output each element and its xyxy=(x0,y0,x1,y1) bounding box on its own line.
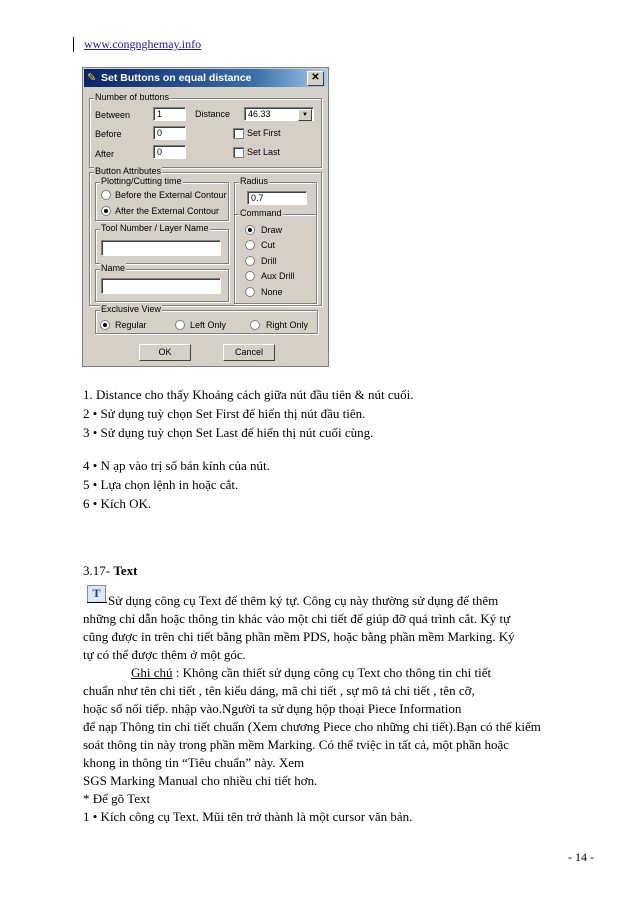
step-5: 5 • Lựa chọn lệnh in hoặc cắt. xyxy=(83,477,239,492)
set-last-label: Set Last xyxy=(247,147,281,157)
paragraph-line-3: cũng được in trên chi tiết bằng phần mềm PDS, hoặc bằng phần mềm Marking. Ký xyxy=(83,629,515,644)
icon-underline xyxy=(87,602,107,603)
close-icon[interactable]: ✕ xyxy=(307,71,324,86)
note-line: khong in thông tin “Tiêu chuẩn” này. Xem xyxy=(83,755,305,770)
note-line: để nạp Thông tin chi tiết chuẩn (Xem chương Piece cho những chi tiết).Bạn có thể kiểm xyxy=(83,719,541,734)
group-label: Button Attributes xyxy=(95,166,162,176)
distance-value: 46.33 xyxy=(248,109,271,119)
between-input[interactable]: 1 xyxy=(153,107,186,121)
header-link[interactable]: www.congnghemay.info xyxy=(84,37,202,51)
left-only-radio[interactable] xyxy=(175,320,185,330)
note-line: SGS Marking Manual cho nhiều chi tiết hơn. xyxy=(83,773,318,788)
group-label: Number of buttons xyxy=(95,92,170,102)
after-input[interactable]: 0 xyxy=(153,145,186,159)
step-6: 6 • Kích OK. xyxy=(83,496,152,511)
drill-radio[interactable] xyxy=(245,256,255,266)
step-1: 1. Distance cho thấy Khoảng cách giữa nút đầu tiên & nút cuối. xyxy=(83,387,414,402)
header-rule xyxy=(73,37,74,52)
section-number: 3.17- xyxy=(83,563,114,578)
regular-radio[interactable] xyxy=(100,320,110,330)
note-first-line xyxy=(131,665,491,680)
dialog-app-icon: ✎ xyxy=(87,72,97,84)
after-contour-radio[interactable] xyxy=(101,206,111,216)
cancel-button[interactable]: Cancel xyxy=(223,344,275,361)
before-input[interactable]: 0 xyxy=(153,126,186,140)
right-only-radio[interactable] xyxy=(250,320,260,330)
distance-label: Distance xyxy=(195,109,231,119)
note-label: Ghi chú xyxy=(131,665,173,680)
draw-radio[interactable] xyxy=(245,225,255,235)
section-title: Text xyxy=(113,563,138,578)
group-label: Command xyxy=(240,208,282,218)
before-label: Before xyxy=(95,129,122,139)
step-3: 3 • Sử dụng tuỳ chọn Set Last để hiển thị nút cuối cùng. xyxy=(83,425,374,440)
dialog-title: Set Buttons on equal distance xyxy=(101,72,252,84)
group-label: Name xyxy=(101,263,126,273)
command-none-label: None xyxy=(261,287,283,297)
after-label: After xyxy=(95,149,115,159)
tool-number-input[interactable] xyxy=(101,240,221,256)
regular-label: Regular xyxy=(115,320,147,330)
set-first-checkbox[interactable] xyxy=(233,128,244,139)
note-line: * Để gõ Text xyxy=(83,791,151,806)
group-label: Exclusive View xyxy=(101,304,161,314)
step-2: 2 • Sử dụng tuỳ chọn Set First để hiển thị nút đầu tiên. xyxy=(83,406,366,421)
paragraph-line-4: tự có thể được thêm ở một góc. xyxy=(83,647,246,662)
section-heading xyxy=(83,563,137,579)
group-label: Plotting/Cutting time xyxy=(101,176,182,186)
note-line: chuẩn như tên chi tiết , tên kiểu dáng, mã chi tiết , sự mô tả chi tiết , tên cỡ, xyxy=(83,683,475,698)
step-4: 4 • N ạp vào trị số bán kính của nút. xyxy=(83,458,270,473)
cut-radio[interactable] xyxy=(245,240,255,250)
dialog-titlebar xyxy=(84,69,327,87)
group-label: Tool Number / Layer Name xyxy=(101,223,209,233)
distance-combo[interactable] xyxy=(244,107,314,121)
left-only-label: Left Only xyxy=(190,320,227,330)
chevron-down-icon[interactable]: ▼ xyxy=(298,109,312,121)
note-line: hoặc số nối tiếp. nhập vào.Người ta sử dụng hộp thoại Piece Information xyxy=(83,701,462,716)
group-label: Radius xyxy=(240,176,269,186)
command-draw-label: Draw xyxy=(261,225,283,235)
before-contour-label: Before the External Contour xyxy=(115,190,227,200)
radius-input[interactable]: 0.7 xyxy=(247,191,307,205)
command-drill-label: Drill xyxy=(261,256,277,266)
command-aux-drill-label: Aux Drill xyxy=(261,271,295,281)
between-label: Between xyxy=(95,110,131,120)
note-first-text: : Không cần thiết sử dụng công cụ Text cho thông tin chi tiết xyxy=(172,665,492,680)
set-last-checkbox[interactable] xyxy=(233,147,244,158)
note-line: 1 • Kích công cụ Text. Mũi tên trở thành là một cursor văn bản. xyxy=(83,809,413,824)
aux-drill-radio[interactable] xyxy=(245,271,255,281)
ok-button[interactable]: OK xyxy=(139,344,191,361)
before-contour-radio[interactable] xyxy=(101,190,111,200)
name-input[interactable] xyxy=(101,278,221,294)
note-line: soát thông tin này trong phần mềm Marking. Có thể tviệc in tất cả, một phần hoặc xyxy=(83,737,510,752)
none-radio[interactable] xyxy=(245,287,255,297)
after-contour-label: After the External Contour xyxy=(115,206,220,216)
text-tool-icon: T xyxy=(87,585,106,603)
right-only-label: Right Only xyxy=(266,320,309,330)
set-first-label: Set First xyxy=(247,128,281,138)
paragraph-line-2: những chỉ dẫn hoặc thông tin khác vào một chi tiết để giúp đỡ quá trình cắt. Ký tự xyxy=(83,611,511,626)
command-cut-label: Cut xyxy=(261,240,276,250)
paragraph-line-1: Sử dụng công cụ Text để thêm ký tự. Công cụ này thường sử dụng để thêm xyxy=(108,593,499,608)
page-number: - 14 - xyxy=(568,850,594,864)
set-buttons-dialog xyxy=(82,67,329,367)
